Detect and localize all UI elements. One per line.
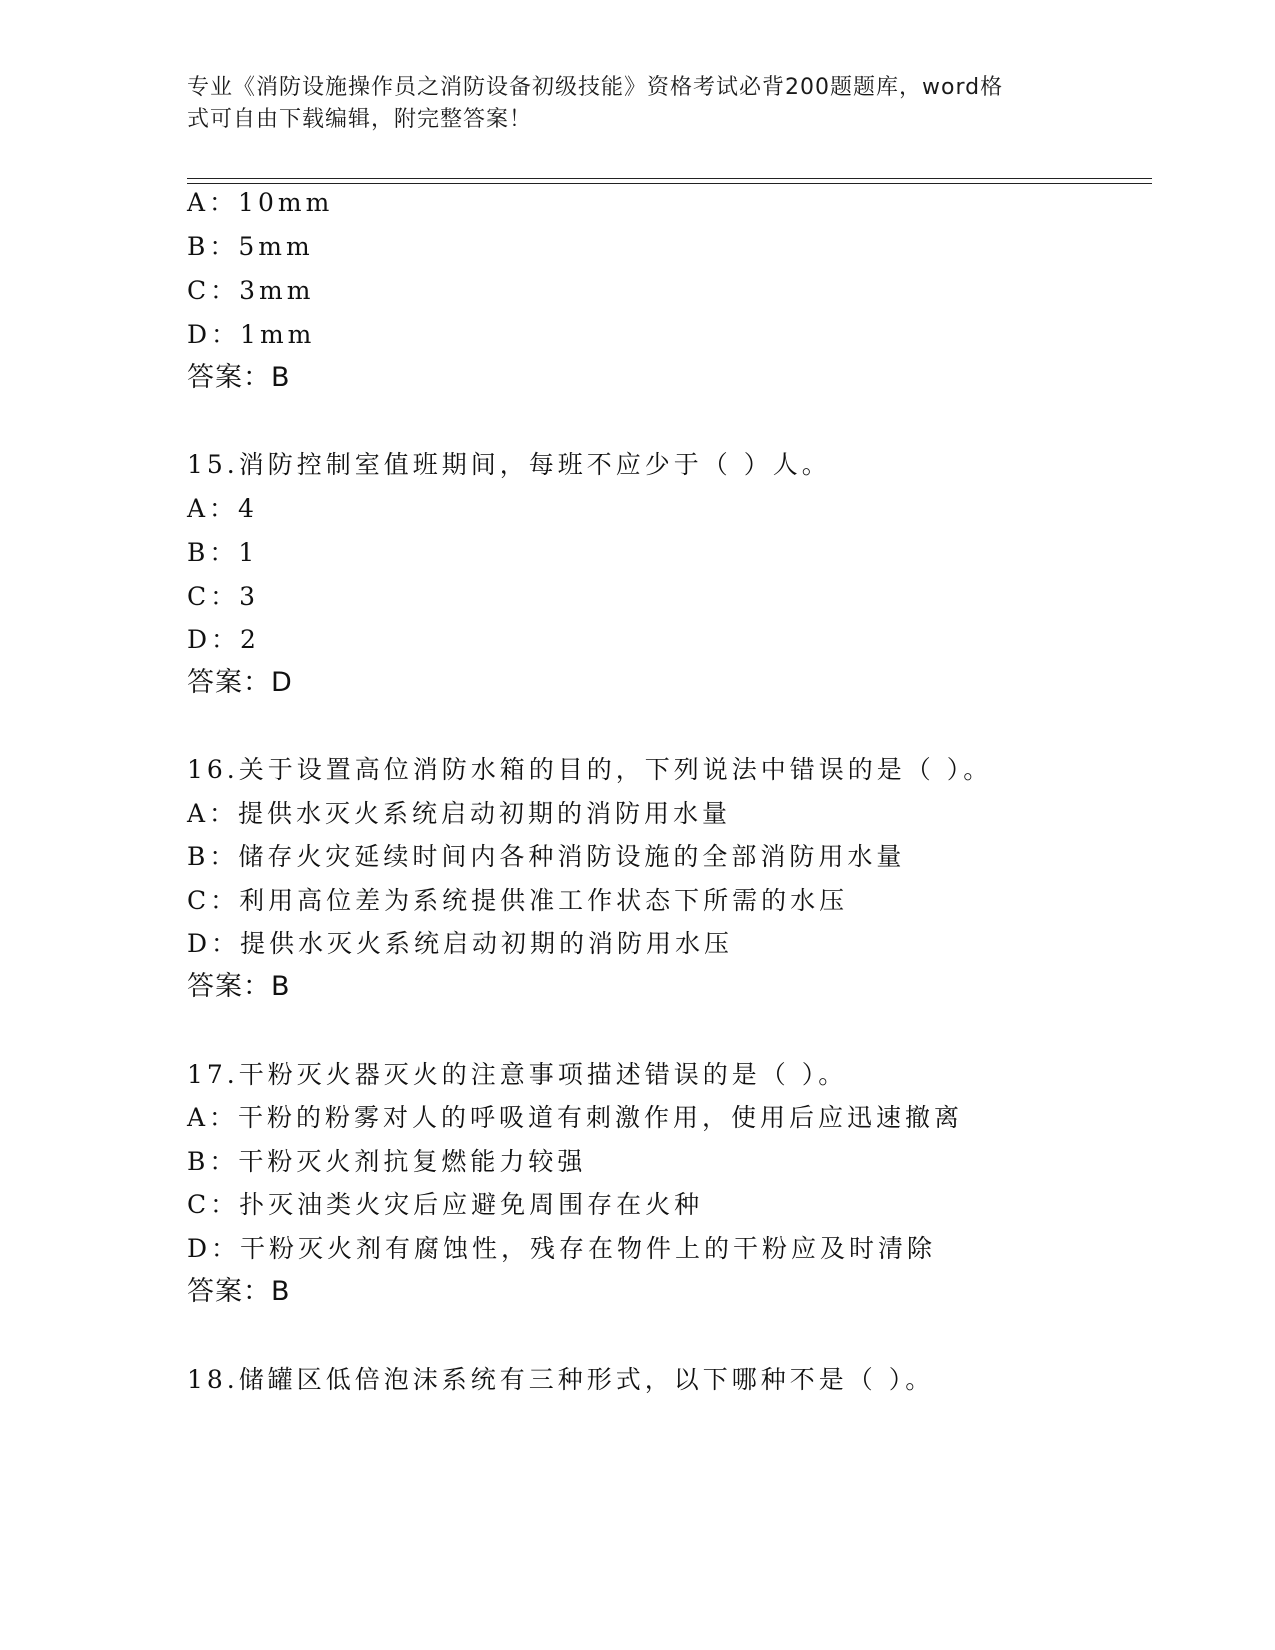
header-line-1: 专业《消防设施操作员之消防设备初级技能》资格考试必背200题题库，word格 [187, 75, 1004, 100]
header-rule-top [187, 178, 1152, 179]
option-a: A：干粉的粉雾对人的呼吸道有刺激作用，使用后应迅速撤离 [187, 1103, 964, 1132]
answer: 答案：B [187, 971, 291, 1002]
option-c: C：3 [187, 582, 260, 611]
header-line-2: 式可自由下载编辑，附完整答案！ [187, 107, 533, 132]
option-b: B：储存火灾延续时间内各种消防设施的全部消防用水量 [187, 842, 906, 871]
option-a: A：提供水灭火系统启动初期的消防用水量 [187, 799, 732, 828]
option-a: A：4 [187, 494, 258, 523]
question-stem: 15.消防控制室值班期间，每班不应少于（ ）人。 [187, 450, 831, 479]
answer: 答案：B [187, 1276, 291, 1307]
document-header [187, 72, 1067, 136]
header-rule-bottom [187, 183, 1152, 184]
question-stem: 17.干粉灭火器灭火的注意事项描述错误的是（ ）。 [187, 1060, 848, 1089]
option-b: B：5mm [187, 232, 314, 261]
option-c: C：3mm [187, 276, 315, 305]
answer: 答案：B [187, 362, 291, 393]
question-stem: 18.储罐区低倍泡沫系统有三种形式，以下哪种不是（ ）。 [187, 1365, 935, 1394]
option-d: D：1mm [187, 320, 316, 349]
option-d: D：2 [187, 625, 260, 654]
question-stem: 16.关于设置高位消防水箱的目的，下列说法中错误的是（ ）。 [187, 755, 993, 784]
option-c: C：扑灭油类火灾后应避免周围存在火种 [187, 1190, 704, 1219]
option-d: D：干粉灭火剂有腐蚀性，残存在物件上的干粉应及时清除 [187, 1234, 937, 1263]
option-c: C：利用高位差为系统提供准工作状态下所需的水压 [187, 886, 849, 915]
answer: 答案：D [187, 667, 293, 698]
option-a: A：10mm [187, 188, 334, 217]
option-d: D：提供水灭火系统启动初期的消防用水压 [187, 929, 734, 958]
option-b: B：1 [187, 538, 259, 567]
option-b: B：干粉灭火剂抗复燃能力较强 [187, 1147, 587, 1176]
